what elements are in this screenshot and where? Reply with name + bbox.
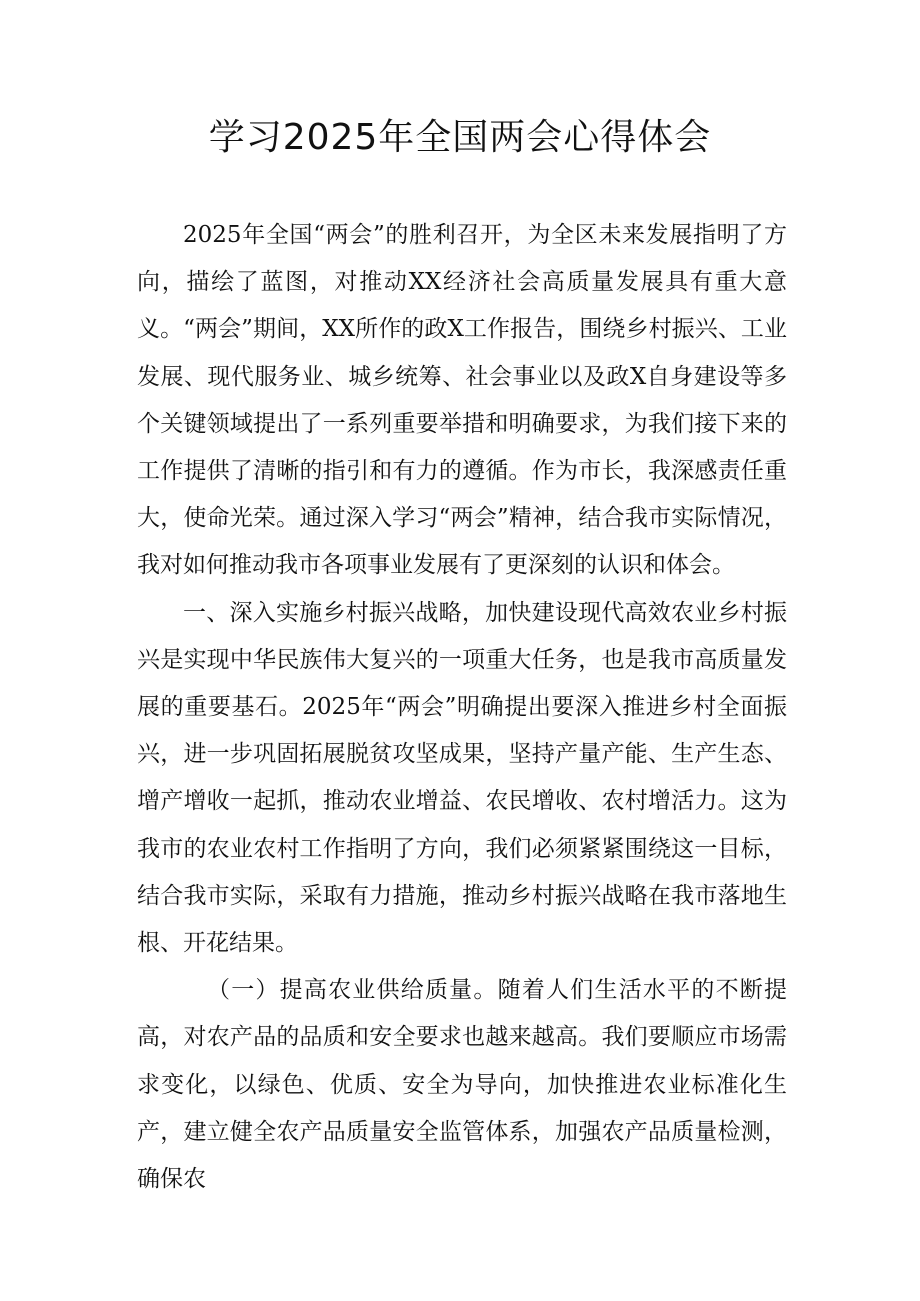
document-title: 学习2025年全国两会心得体会 <box>208 117 712 158</box>
paragraph-subsection-one: （一）提高农业供给质量。随着人们生活水平的不断提高，对农产品的品质和安全要求也越来越高。我们要顺应市场需求变化，以绿色、优质、安全为导向，加快推进农业标准化生产，建立健全农产品质量安全监管体系，加强农产品质量检测，确保农 <box>137 977 787 1193</box>
paragraph-section-one: 一、深入实施乡村振兴战略，加快建设现代高效农业乡村振兴是实现中华民族伟大复兴的一项重大任务，也是我市高质量发展的重要基石。2025年“两会”明确提出要深入推进乡村全面振兴，进一步巩固拓展脱贫攻坚成果，坚持产量产能、生产生态、增产增收一起抓，推动农业增益、农民增收、农村增活力。这为我市的农业农村工作指明了方向，我们必须紧紧围绕这一目标，结合我市实际，采取有力措施，推动乡村振兴战略在我市落地生根、开花结果。 <box>137 599 787 957</box>
paragraph-intro: 2025年全国“两会”的胜利召开，为全区未来发展指明了方向，描绘了蓝图，对推动XX经济社会高质量发展具有重大意义。“两会”期间，XX所作的政X工作报告，围绕乡村振兴、工业发展、现代服务业、城乡统筹、社会事业以及政X自身建设等多个关键领域提出了一系列重要举措和明确要求，为我们接下来的工作提供了清晰的指引和有力的遵循。作为市长，我深感责任重大，使命光荣。通过深入学习“两会”精神，结合我市实际情况，我对如何推动我市各项事业发展有了更深刻的认识和体会。 <box>137 222 787 579</box>
document-body <box>137 212 787 1203</box>
